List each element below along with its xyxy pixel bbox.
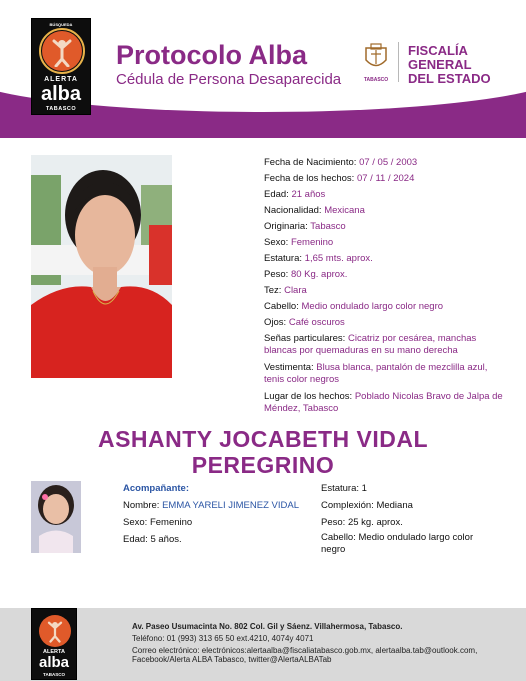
detail-label: Sexo: [264,237,289,248]
detail-row [264,189,514,201]
detail-value: Cicatriz por cesárea, manchas blancas por quemaduras en su mano derecha [264,333,477,356]
missing-person-photo [31,155,172,378]
detail-row [264,301,514,313]
detail-row [264,333,504,357]
detail-label: Vestimenta: [264,362,314,373]
agency-name: FISCALÍA GENERAL DEL ESTADO [408,43,491,86]
companion-hair: Cabello: Medio ondulado largo color negro [321,532,474,555]
detail-label: Fecha de los hechos: [264,173,355,184]
detail-value: 1,65 mts. aprox. [304,253,373,264]
detail-row [264,237,514,249]
footer-email: Correo electrónico: electrónicos:alertaalba@fiscaliatabasco.gob.mx, alertaalba.tab@outlook.com, [132,646,478,655]
companion-weight: Peso: 25 kg. aprox. [321,517,403,528]
detail-label: Nacionalidad: [264,205,322,216]
detail-row [264,285,514,297]
detail-label: Lugar de los hechos: [264,391,353,402]
detail-value: 07 / 11 / 2024 [356,173,415,184]
companion-age: Edad: 5 años. [123,534,182,545]
footer [0,608,526,681]
header-divider [398,42,399,82]
companion-height: Estatura: 1 [321,483,367,494]
detail-row [264,157,514,169]
detail-label: Señas particulares: [264,333,346,344]
detail-value: Blusa blanca, pantalón de mezclilla azul, tenis color negros [264,362,488,385]
alerta-alba-logo: BÚSQUEDA ALERTA alba TABASCO [31,18,91,115]
footer-phone: Teléfono: 01 (993) 313 65 50 ext.4210, 4074y 4071 [132,634,314,643]
companion-photo [31,481,81,553]
detail-row [264,221,514,233]
detail-value: Tabasco [310,221,346,232]
document-subtitle: Cédula de Persona Desaparecida [116,71,342,88]
detail-value: 80 Kg. aprox. [290,269,348,280]
detail-label: Originaria: [264,221,308,232]
detail-value: Mexicana [324,205,365,216]
detail-row [264,362,509,386]
document-title: Protocolo Alba [116,40,308,70]
detail-label: Cabello: [264,301,299,312]
footer-address: Av. Paseo Usumacinta No. 802 Col. Gil y Sáenz. Villahermosa, Tabasco. [132,622,403,631]
detail-value: Café oscuros [288,317,345,328]
detail-label: Ojos: [264,317,287,328]
detail-row [264,269,514,281]
footer-social: Facebook/Alerta ALBA Tabasco, twitter@AlertaALBATab [132,655,332,664]
companion-heading: Acompañante: [123,483,189,494]
detail-label: Peso: [264,269,289,280]
detail-value: Clara [284,285,307,296]
detail-label: Tez: [264,285,282,296]
companion-sex: Sexo: Femenino [123,517,193,528]
detail-label: Estatura: [264,253,303,264]
tabasco-shield: TABASCO [362,42,390,82]
detail-value: Poblado Nicolas Bravo de Jalpa de Méndez, Tabasco [264,391,503,414]
detail-row [264,391,509,415]
detail-value: 21 años [291,189,326,200]
missing-person-name: ASHANTY JOCABETH VIDAL PEREGRINO [97,426,429,478]
detail-value: Medio ondulado largo color negro [301,301,444,312]
detail-value: Femenino [290,237,334,248]
footer-alerta-alba-logo: ALERTA alba TABASCO [31,608,77,680]
detail-row [264,317,514,329]
detail-value: 07 / 05 / 2003 [359,157,418,168]
detail-row [264,173,514,185]
detail-label: Edad: [264,189,289,200]
detail-row [264,205,514,217]
companion-build: Complexión: Mediana [321,500,413,511]
detail-label: Fecha de Nacimiento: [264,157,357,168]
detail-row [264,253,514,265]
companion-name: Nombre: EMMA YARELI JIMENEZ VIDAL [123,500,299,511]
